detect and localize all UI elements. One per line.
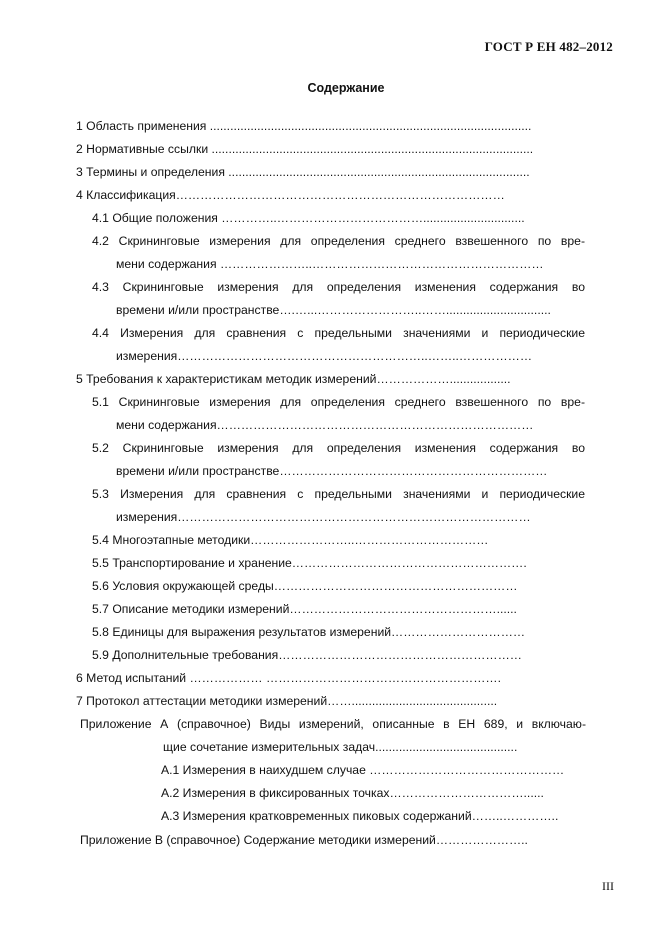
toc-entry-continued: измерения……………………………………………………..……..……………… — [116, 349, 533, 363]
toc-entry: 7 Протокол аттестации методики измерений……........................................... — [76, 694, 498, 708]
toc-entry: 5 Требования к характеристикам методик измерений……………….................. — [76, 372, 511, 386]
toc-entry-continued: щие сочетание измерительных задач.......................................... — [163, 740, 518, 754]
toc-entry-continued: мени содержания …………………..………………………………………………… — [116, 257, 544, 271]
toc-entry: 2 Нормативные ссылки ............................................................................................... — [76, 142, 534, 156]
toc-entry: А.3 Измерения кратковременных пиковых содержаний……..………….. — [161, 809, 559, 823]
toc-entry: 5.5 Транспортирование и хранение…………………………………………………. — [92, 556, 527, 570]
toc-entry: 4.3 Скрининговые измерения для определения изменения содержания во — [92, 280, 585, 294]
document-header: ГОСТ Р ЕН 482–2012 — [484, 39, 613, 54]
toc-entry: 5.9 Дополнительные требования…………………………………………………… — [92, 648, 522, 662]
toc-entry-continued: времени и/или пространстве….…...……………………..……............................... — [116, 303, 551, 317]
toc-entry-continued: измерения…………………………………………………………………………… — [116, 510, 531, 524]
toc-entry: А.1 Измерения в наихудшем случае ………………………………………… — [161, 763, 565, 777]
toc-entry: 5.4 Многоэтапные методики……………………..…………………………… — [92, 533, 489, 547]
toc-entry: А.2 Измерения в фиксированных точках……………………………...... — [161, 786, 544, 800]
toc-entry: 5.2 Скрининговые измерения для определения изменения содержания во — [92, 441, 585, 455]
toc-entry: 5.1 Скрининговые измерения для определения среднего взвешенного по вре- — [92, 395, 585, 409]
toc-entry: Приложение А (справочное) Виды измерений, описанные в ЕН 689, и включаю- — [80, 717, 586, 731]
toc-entry-continued: мени содержания…………………………………………………………………… — [116, 418, 534, 432]
toc-entry: 4 Классификация……………………………………………………………………… — [76, 188, 505, 202]
toc-entry: 6 Метод испытаний ……………… …………………………………………………. — [76, 671, 501, 685]
page-number: III — [602, 879, 614, 893]
page-title: Содержание — [307, 81, 385, 95]
toc-entry: 5.3 Измерения для сравнения с предельными значениями и периодические — [92, 487, 585, 501]
toc-entry: 5.7 Описание методики измерений……………………………………………...... — [92, 602, 517, 616]
toc-entry: 4.2 Скрининговые измерения для определения среднего взвешенного по вре- — [92, 234, 585, 248]
toc-entry: 5.8 Единицы для выражения результатов измерений…………………………… — [92, 625, 526, 639]
toc-entry: 5.6 Условия окружающей среды…………………………………………………… — [92, 579, 518, 593]
toc-entry: 4.4 Измерения для сравнения с предельными значениями и периодические — [92, 326, 585, 340]
toc-entry: 1 Область применения ............................................................................................... — [76, 119, 532, 133]
toc-entry: 4.1 Общие положения …………..……………………………….............................. — [92, 211, 525, 225]
toc-entry: 3 Термины и определения ......................................................................................... — [76, 165, 530, 179]
toc-entry-continued: времени и/или пространстве………………………………………………………… — [116, 464, 548, 478]
toc-entry: Приложение В (справочное) Содержание методики измерений………………….. — [80, 833, 528, 847]
